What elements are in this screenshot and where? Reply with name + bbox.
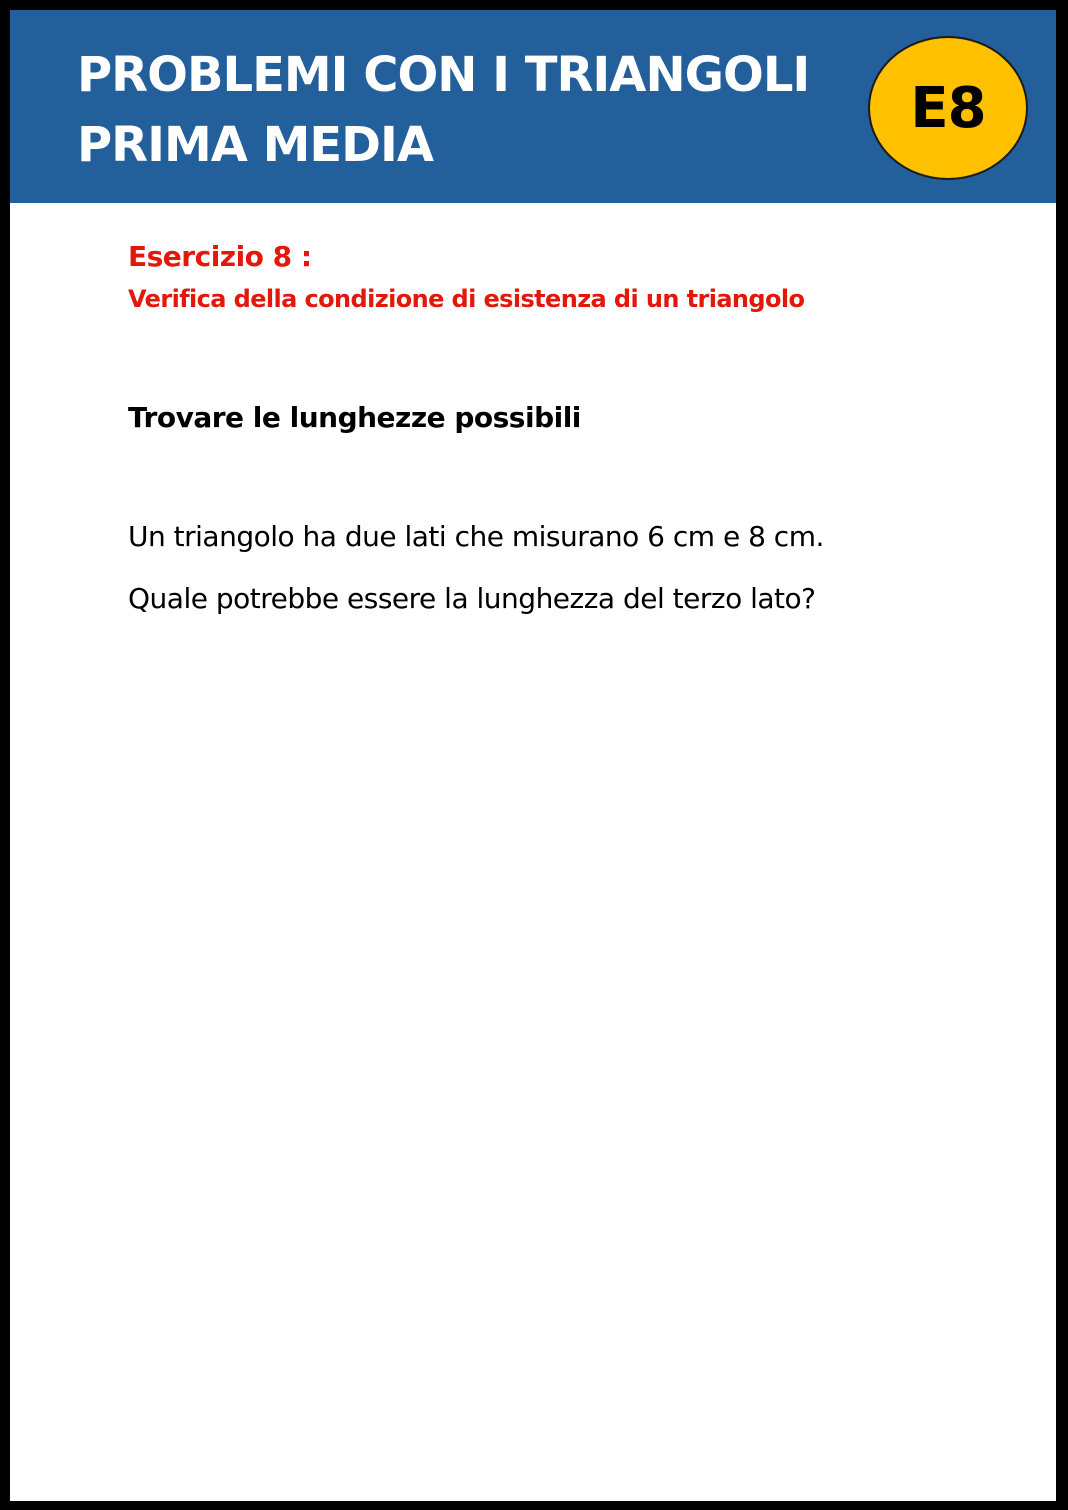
title-line-1: PROBLEMI CON I TRIANGOLI [77, 47, 810, 103]
problem-text [128, 506, 1008, 630]
title-line-2: PRIMA MEDIA [77, 117, 434, 173]
task-heading: Trovare le lunghezze possibili [128, 401, 581, 434]
exercise-badge: E8 [868, 36, 1028, 180]
exercise-subtitle: Verifica della condizione di esistenza di un triangolo [128, 285, 805, 313]
page-title [77, 40, 809, 180]
problem-line-2: Quale potrebbe essere la lunghezza del terzo lato? [128, 582, 816, 615]
problem-line-1: Un triangolo ha due lati che misurano 6 cm e 8 cm. [128, 520, 824, 553]
exercise-content [128, 236, 1008, 630]
exercise-number: Esercizio 8 : [128, 240, 312, 273]
